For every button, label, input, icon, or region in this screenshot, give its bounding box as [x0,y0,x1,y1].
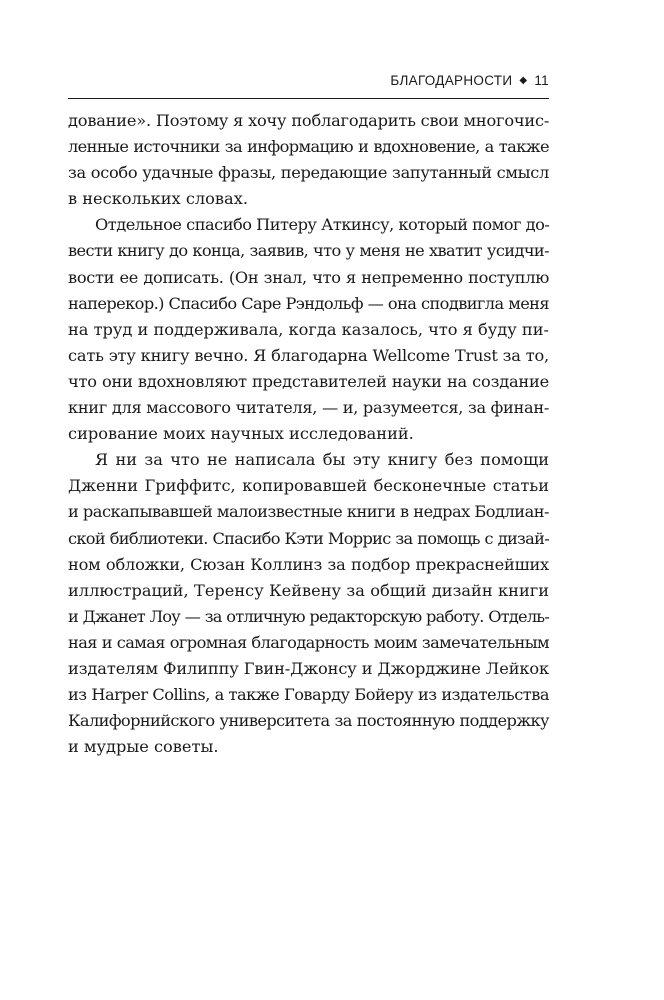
text-line: вости ее дописать. (Он знал, что я непременно поступлю [68,267,549,287]
paragraph [68,108,549,212]
diamond-separator-icon: ◆ [519,75,528,86]
body-text [68,108,549,760]
text-line: за особо удачные фразы, передающие запутанный смысл [68,163,549,183]
text-line: Отдельное спасибо Питеру Аткинсу, который помог до- [95,215,550,235]
text-line: и Джанет Лоу — за отличную редакторскую работу. Отдель- [68,606,549,626]
text-line: на труд и поддерживала, когда казалось, что я буду пи- [68,319,549,339]
text-line: из Harper Collins, а также Говарду Бойеру из издательства [68,685,549,705]
text-line: дование». Поэтому я хочу поблагодарить свои многочис- [68,111,550,130]
text-line: наперекор.) Спасибо Саре Рэндольф — она сподвигла меня [68,293,549,313]
running-head [68,72,549,99]
text-line: вести книгу до конца, заявив, что у меня не хватит усидчи- [68,241,549,261]
paragraph [68,212,549,447]
text-line: сирование моих научных исследований. [68,424,414,444]
text-line: иллюстраций, Теренсу Кейвену за общий дизайн книги [68,580,549,600]
text-line: Дженни Гриффитс, копировавшей бесконечные статьи [68,476,549,496]
page-number: 11 [534,73,549,88]
text-line: ная и самая огромная благодарность моим замечательным [68,632,549,652]
text-line: в нескольких словах. [68,189,248,209]
text-line: Калифорнийского университета за постоянную поддержку [68,711,549,731]
text-line: и раскапывавшей малоизвестные книги в недрах Бодлиан- [68,502,549,522]
text-line: ской библиотеки. Спасибо Кэти Моррис за помощь с дизай- [68,528,549,548]
section-title: БЛАГОДАРНОСТИ [390,73,513,88]
text-line: ленные источники за информацию и вдохновение, а также [68,137,549,157]
text-line: ном обложки, Сюзан Коллинз за подбор прекраснейших [68,554,549,574]
paragraph [68,447,549,760]
text-line: издателям Филиппу Гвин-Джонсу и Джорджине Лейкок [68,658,550,678]
text-line: книг для массового читателя, — и, разумеется, за финан- [68,398,550,418]
text-line: и мудрые советы. [68,737,219,757]
text-line: сать эту книгу вечно. Я благодарна Wellcome Trust за то, [68,345,549,365]
text-line: Я ни за что не написала бы эту книгу без помощи [95,450,549,470]
text-line: что они вдохновляют представителей науки на создание [68,371,549,391]
